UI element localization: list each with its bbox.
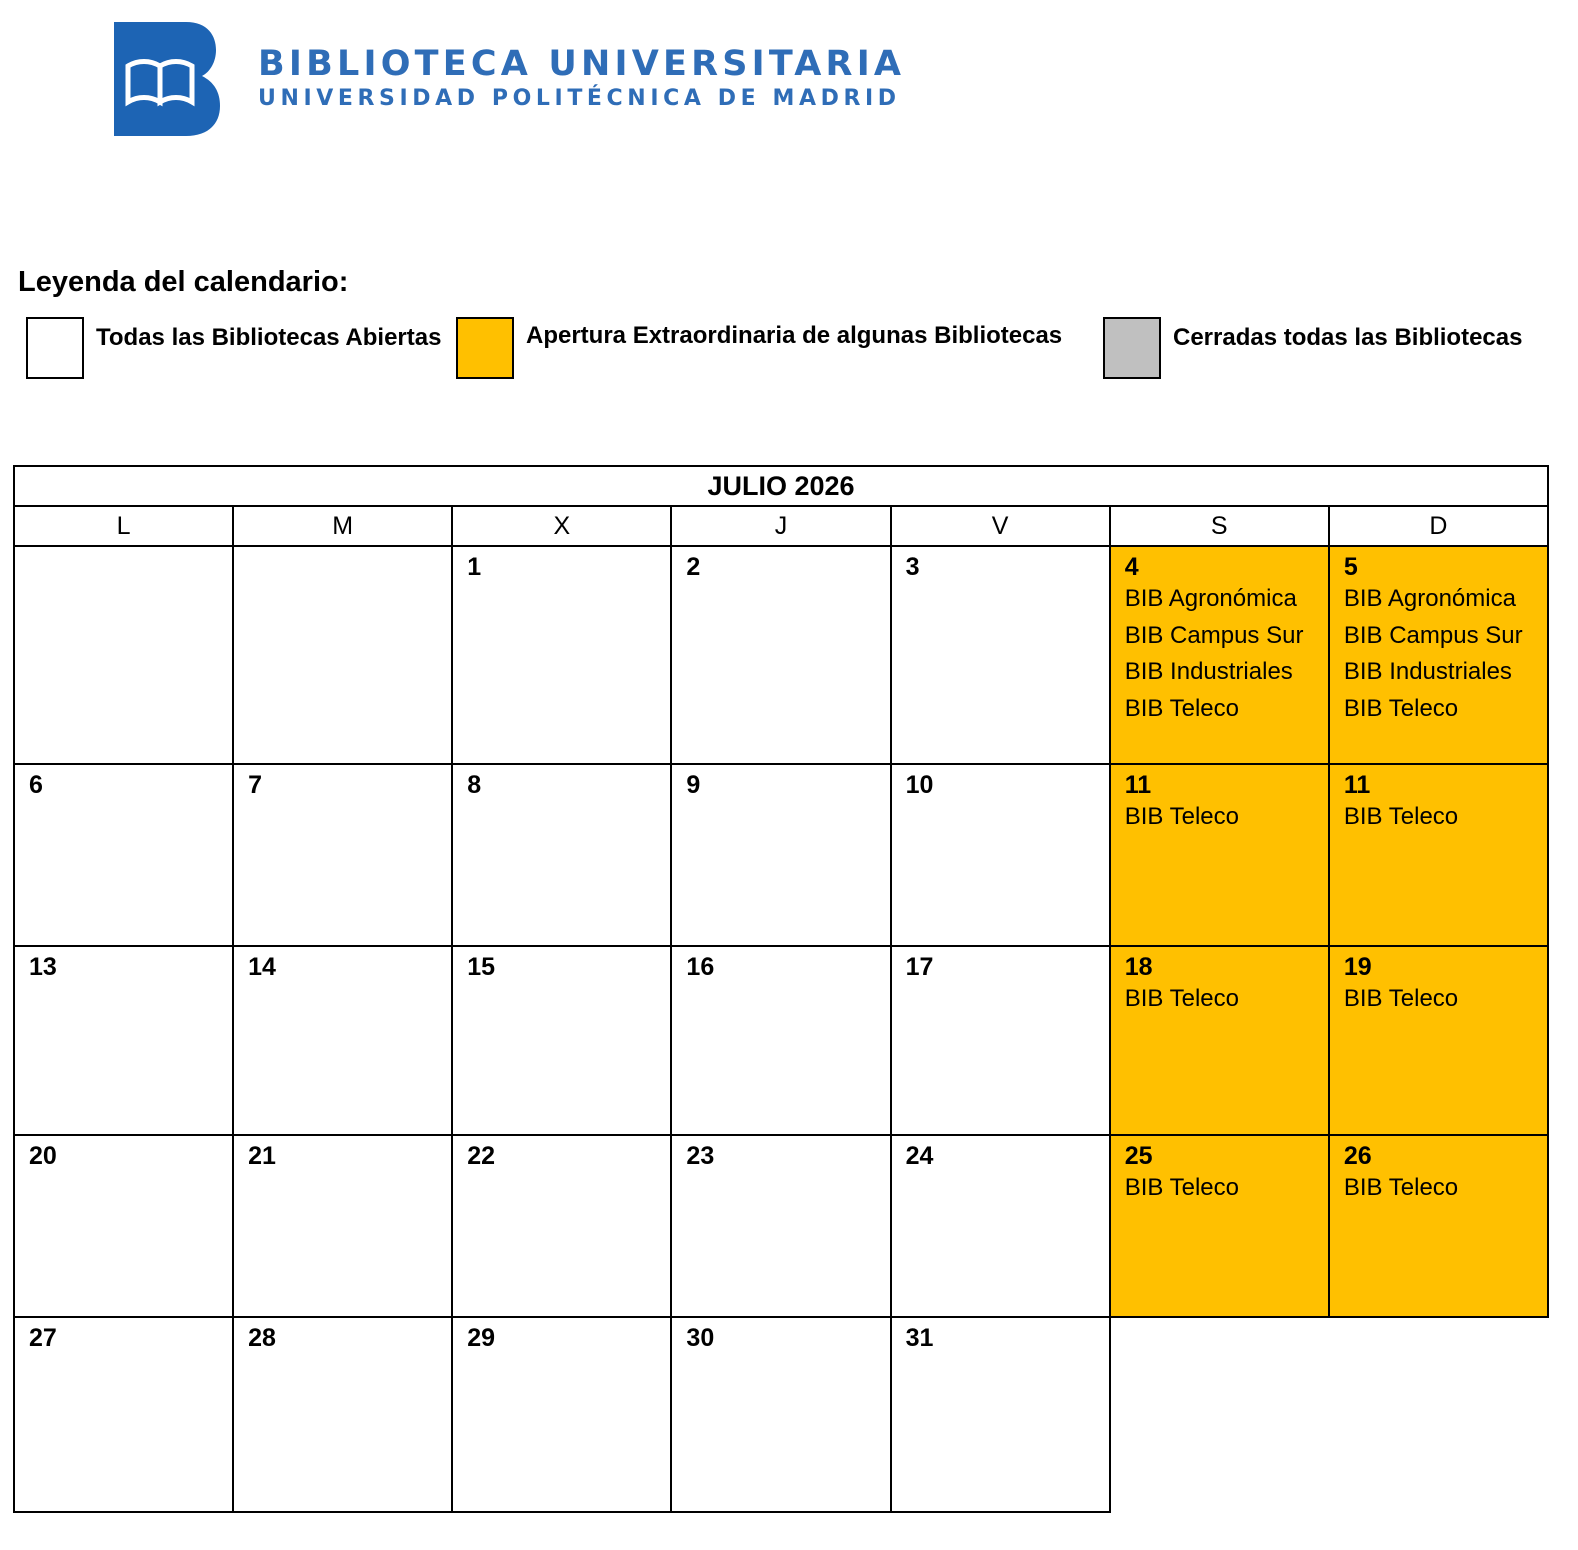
day-cell — [671, 946, 890, 1135]
day-cell-extraordinary — [1110, 764, 1329, 946]
day-cell-extraordinary — [1329, 764, 1548, 946]
calendar-month-title: JULIO 2026 — [14, 466, 1548, 506]
legend-label-open: Todas las Bibliotecas Abiertas — [96, 324, 442, 351]
open-library-item: BIB Teleco — [1343, 694, 1459, 722]
open-library-item: BIB Teleco — [1124, 1174, 1239, 1201]
day-cell — [671, 1135, 890, 1317]
day-cell — [671, 764, 890, 946]
day-number: 15 — [467, 953, 496, 981]
day-number: 30 — [686, 1324, 715, 1352]
open-library-item: BIB Teleco — [1124, 803, 1239, 830]
day-number: 8 — [467, 771, 482, 799]
day-number: 21 — [248, 1142, 276, 1170]
calendar-july-2026 — [13, 465, 1549, 1523]
open-library-item: BIB Agronómica — [1124, 585, 1297, 612]
open-library-item: BIB Teleco — [1124, 694, 1239, 722]
day-number: 31 — [905, 1324, 934, 1352]
open-library-item: BIB Industriales — [1124, 658, 1293, 685]
day-cell — [14, 1135, 233, 1317]
day-cell-extraordinary — [1110, 546, 1329, 764]
legend-swatch-closed — [1103, 317, 1161, 379]
day-cell — [233, 1135, 452, 1317]
legend-label-closed: Cerradas todas las Bibliotecas — [1173, 324, 1523, 351]
legend-swatch-open — [26, 317, 84, 379]
day-cell — [891, 1317, 1110, 1512]
day-number: 7 — [248, 771, 263, 799]
day-cell — [14, 764, 233, 946]
day-number: 11 — [1124, 771, 1152, 799]
open-library-item: BIB Agronómica — [1343, 585, 1516, 612]
day-number: 11 — [1343, 771, 1371, 799]
legend-title: Leyenda del calendario: — [18, 266, 349, 298]
day-number: 23 — [686, 1142, 715, 1170]
legend-label-extraordinary: Apertura Extraordinaria de algunas Bibliotecas — [526, 322, 1063, 349]
day-number: 1 — [467, 553, 482, 581]
day-number: 2 — [686, 553, 701, 581]
weekday-header: S — [1110, 506, 1329, 546]
book-b-logo-icon — [114, 22, 220, 136]
day-number: 13 — [29, 953, 57, 981]
day-cell — [233, 764, 452, 946]
open-library-item: BIB Industriales — [1343, 658, 1512, 685]
day-cell-blank — [1329, 1317, 1548, 1512]
day-number: 28 — [248, 1324, 276, 1352]
day-cell-empty — [233, 546, 452, 764]
day-cell-extraordinary — [1110, 946, 1329, 1135]
day-cell — [233, 946, 452, 1135]
day-cell — [452, 764, 671, 946]
day-cell — [14, 946, 233, 1135]
open-library-item: BIB Teleco — [1343, 803, 1459, 830]
day-number: 9 — [686, 771, 701, 799]
day-cell — [452, 1135, 671, 1317]
day-number: 26 — [1343, 1142, 1372, 1170]
day-cell — [671, 546, 890, 764]
day-number: 24 — [905, 1142, 934, 1170]
day-cell — [14, 1317, 233, 1512]
day-cell-extraordinary — [1329, 1135, 1548, 1317]
logo-title: BIBLIOTECA UNIVERSITARIA — [258, 44, 906, 84]
open-library-item: BIB Campus Sur — [1124, 621, 1304, 649]
weekday-header: J — [671, 506, 890, 546]
day-number: 18 — [1124, 953, 1153, 981]
weekday-header: V — [891, 506, 1110, 546]
calendar-table — [13, 465, 1549, 1513]
day-number: 16 — [686, 953, 715, 981]
weekday-header: X — [452, 506, 671, 546]
weekday-header: D — [1329, 506, 1548, 546]
logo-subtitle: UNIVERSIDAD POLITÉCNICA DE MADRID — [258, 86, 901, 111]
weekday-header: L — [14, 506, 233, 546]
day-cell-empty — [14, 546, 233, 764]
day-cell-extraordinary — [1329, 546, 1548, 764]
day-cell — [891, 546, 1110, 764]
day-cell — [452, 946, 671, 1135]
day-cell-extraordinary — [1110, 1135, 1329, 1317]
day-number: 6 — [29, 771, 43, 799]
day-number: 14 — [248, 953, 276, 981]
day-number: 27 — [29, 1324, 57, 1352]
day-number: 3 — [905, 553, 920, 581]
day-number: 29 — [467, 1324, 496, 1352]
day-cell — [452, 1317, 671, 1512]
day-number: 10 — [905, 771, 934, 799]
day-cell — [891, 764, 1110, 946]
day-number: 25 — [1124, 1142, 1153, 1170]
day-cell-blank — [1110, 1317, 1329, 1512]
day-number: 20 — [29, 1142, 57, 1170]
day-number: 4 — [1124, 553, 1139, 581]
day-cell — [891, 946, 1110, 1135]
day-number: 19 — [1343, 953, 1372, 981]
weekday-header: M — [233, 506, 452, 546]
open-library-item: BIB Teleco — [1343, 1174, 1459, 1201]
open-library-item: BIB Teleco — [1343, 985, 1459, 1012]
day-cell — [233, 1317, 452, 1512]
library-logo — [114, 22, 974, 142]
day-number: 17 — [905, 953, 934, 981]
day-cell-extraordinary — [1329, 946, 1548, 1135]
legend-swatch-extraordinary — [456, 317, 514, 379]
day-cell — [671, 1317, 890, 1512]
day-cell — [452, 546, 671, 764]
open-library-item: BIB Teleco — [1124, 985, 1239, 1012]
day-cell — [891, 1135, 1110, 1317]
day-number: 5 — [1343, 553, 1358, 581]
open-library-item: BIB Campus Sur — [1343, 621, 1523, 649]
day-number: 22 — [467, 1142, 496, 1170]
